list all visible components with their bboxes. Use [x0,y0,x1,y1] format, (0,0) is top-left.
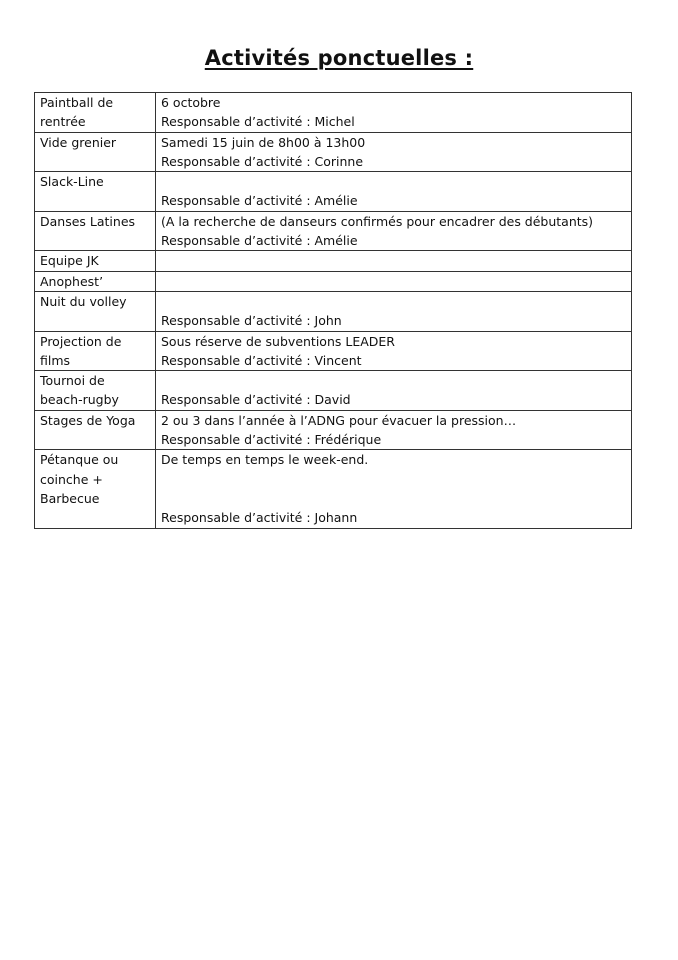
table-row [35,251,632,271]
activity-details-cell [156,371,632,411]
activity-name-cell [35,132,156,172]
activity-detail-line: Responsable d’activité : Amélie [161,193,358,209]
activity-detail-line: Responsable d’activité : Frédérique [161,432,382,448]
activity-details-cell [156,291,632,331]
activity-detail-line: Responsable d’activité : John [161,313,342,329]
activity-details-cell [156,410,632,450]
activity-detail-line: Responsable d’activité : Michel [161,114,355,130]
activity-name-cell [35,371,156,411]
activity-name-line: coinche + [40,471,103,487]
activity-detail-line [161,251,627,270]
activity-details-cell [156,331,632,371]
activity-name-cell [35,271,156,291]
activity-detail-line [161,489,627,508]
activity-name-line: Danses Latines [40,213,136,229]
activity-detail-line [161,371,627,390]
activity-name-line: rentrée [40,114,86,130]
activities-table-body [35,93,632,529]
activity-detail-line: Responsable d’activité : Vincent [161,352,362,368]
activity-details-cell [156,271,632,291]
activity-name-cell [35,211,156,251]
activity-name-line: Barbecue [40,490,100,506]
activity-name-line: Anophest’ [40,273,104,289]
activity-details-cell [156,93,632,133]
activity-name-line: Stages de Yoga [40,412,136,428]
table-row [35,93,632,133]
table-row [35,371,632,411]
table-row [35,172,632,212]
activity-detail-line [161,172,627,191]
activity-name-line: Slack-Line [40,174,104,190]
activity-detail-line: Responsable d’activité : David [161,392,351,408]
activity-name-line: Nuit du volley [40,293,127,309]
activity-detail-line: Responsable d’activité : Amélie [161,233,358,249]
table-row [35,450,632,528]
activity-detail-line: 2 ou 3 dans l’année à l’ADNG pour évacuer la pression… [161,412,517,428]
activity-details-cell [156,450,632,528]
activity-detail-line: (A la recherche de danseurs confirmés pour encadrer des débutants) [161,213,594,229]
activity-name-cell [35,450,156,528]
activity-detail-line [161,470,627,489]
activity-name-line: Pétanque ou [40,452,119,468]
page-title-text: Activités ponctuelles : [204,46,474,70]
activity-details-cell [156,172,632,212]
table-row [35,211,632,251]
activity-name-line: Projection de [40,333,122,349]
table-row [35,331,632,371]
activity-detail-line [161,292,627,311]
activity-detail-line: Sous réserve de subventions LEADER [161,333,395,349]
activity-detail-line [161,272,627,291]
activity-details-cell [156,132,632,172]
table-row [35,271,632,291]
activity-name-cell [35,410,156,450]
activity-name-line: films [40,352,71,368]
activity-details-cell [156,251,632,271]
activity-name-cell [35,291,156,331]
activity-detail-line: Responsable d’activité : Johann [161,510,358,526]
activity-detail-line: 6 octobre [161,95,221,110]
table-row [35,291,632,331]
activity-name-cell [35,331,156,371]
activity-name-cell [35,251,156,271]
activity-name-cell [35,93,156,133]
activities-table [34,92,632,529]
activity-detail-line: Responsable d’activité : Corinne [161,153,364,169]
activity-name-cell [35,172,156,212]
table-row [35,410,632,450]
activity-detail-line: De temps en temps le week-end. [161,452,369,468]
activity-details-cell [156,211,632,251]
activity-detail-line: Samedi 15 juin de 8h00 à 13h00 [161,134,366,150]
activity-name-line: beach-rugby [40,392,119,408]
activity-name-line: Tournoi de [40,373,105,389]
activity-name-line: Equipe JK [40,253,99,269]
activity-name-line: Vide grenier [40,134,117,150]
activity-name-line: Paintball de [40,95,114,110]
table-row [35,132,632,172]
page-title [0,44,678,72]
